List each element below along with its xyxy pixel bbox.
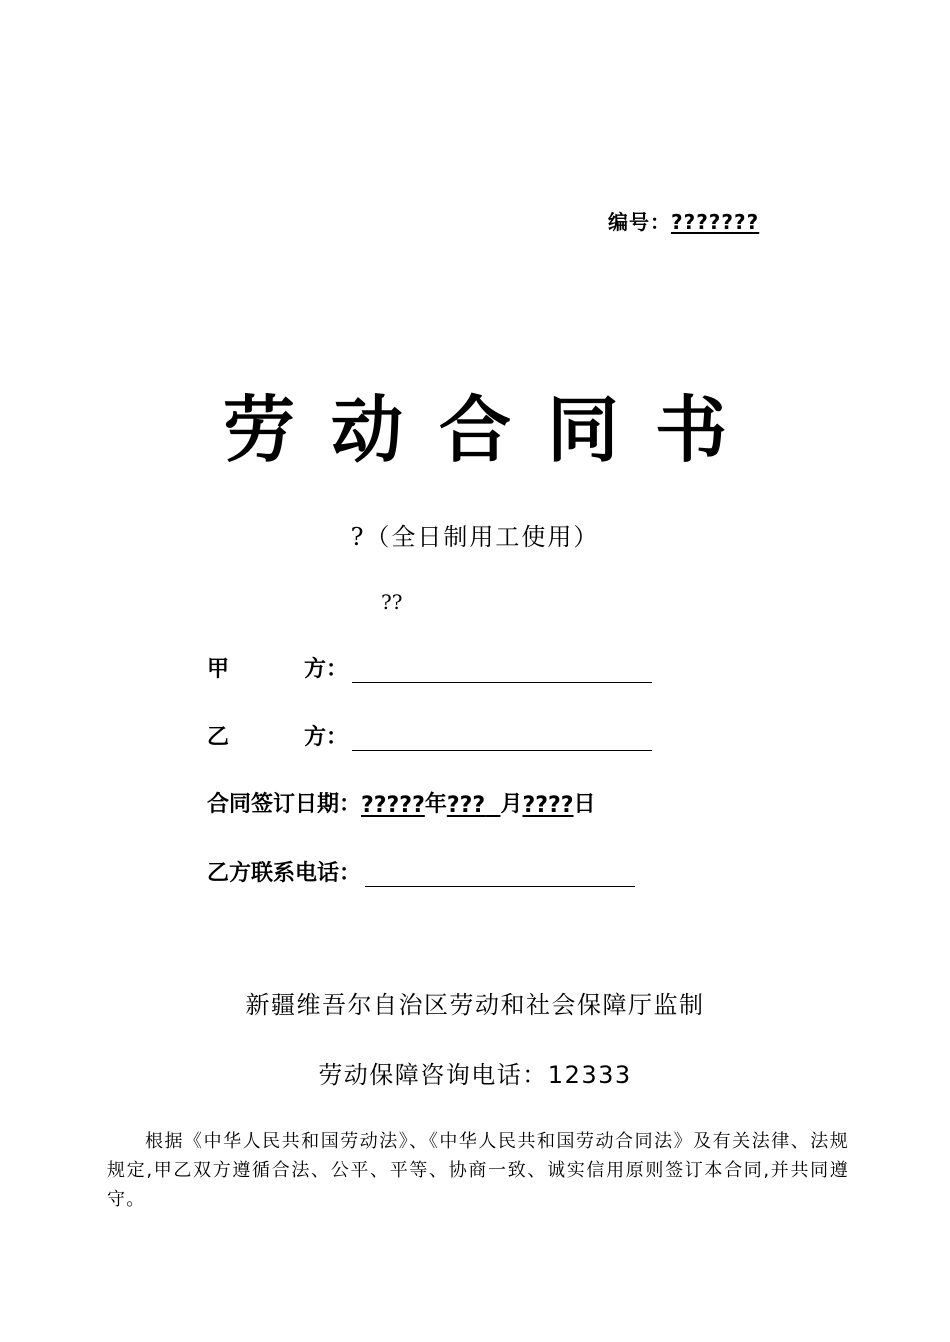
sign-month-unit: 月 <box>500 792 523 817</box>
party-a-input-line[interactable] <box>352 658 652 683</box>
sign-year-unit: 年 <box>424 792 447 817</box>
phone-label: 乙方联系电话： <box>207 861 362 886</box>
contract-number <box>608 206 767 235</box>
party-b-label-suffix: 方： <box>304 725 349 750</box>
hotline-text: 劳动保障咨询电话：12333 <box>318 1061 632 1089</box>
contract-number-value: ??????? <box>671 210 760 234</box>
party-b-label-char: 乙 <box>207 725 230 750</box>
sign-month-value[interactable]: ??? <box>446 793 486 818</box>
party-a-label-char: 甲 <box>207 657 230 682</box>
supervisor-text: 新疆维吾尔自治区劳动和社会保障厅监制 <box>245 991 705 1019</box>
phone-field <box>207 856 635 887</box>
sign-date-field <box>207 787 596 818</box>
sign-date-label: 合同签订日期： <box>207 792 362 817</box>
party-a-label-suffix: 方： <box>304 657 349 682</box>
document-title: 劳动合同书 <box>222 387 763 472</box>
sign-day-value[interactable]: ???? <box>522 793 574 818</box>
placeholder-marks: ?? <box>381 590 403 614</box>
contract-number-label: 编号： <box>608 210 671 234</box>
phone-input-line[interactable] <box>365 862 635 887</box>
sign-day-unit: 日 <box>573 792 596 817</box>
party-b-input-line[interactable] <box>352 726 652 751</box>
preamble-paragraph: 根据《中华人民共和国劳动法》、《中华人民共和国劳动合同法》及有关法律、法规规定,甲乙双方遵循合法、公平、平等、协商一致、诚实信用原则签订本合同,并共同遵守。 <box>107 1131 849 1210</box>
sign-year-value[interactable]: ????? <box>361 793 425 818</box>
party-b-field <box>207 720 652 751</box>
document-subtitle: ?（全日制用工使用） <box>350 523 600 551</box>
party-a-field <box>207 652 652 683</box>
